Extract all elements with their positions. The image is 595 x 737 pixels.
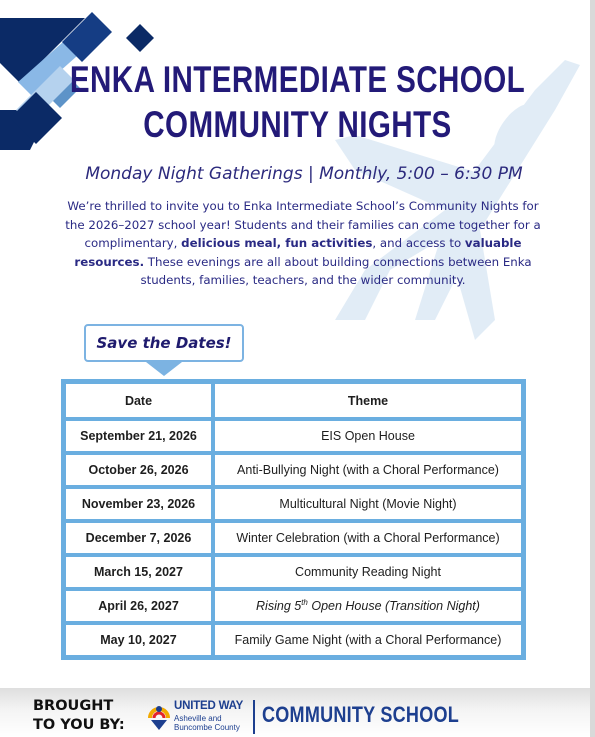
save-dates-pointer-icon <box>146 362 182 376</box>
title-line-1: ENKA INTERMEDIATE SCHOOL <box>69 59 526 100</box>
theme-pre: Rising 5 <box>256 599 302 614</box>
intro-text-2: , and access to <box>372 236 465 250</box>
row-theme: Family Game Night (with a Choral Performance) <box>213 623 523 657</box>
footer-divider <box>253 700 255 734</box>
table-row <box>64 555 523 589</box>
table-row <box>64 419 523 453</box>
theme-superscript: th <box>301 598 308 608</box>
row-date: September 21, 2026 <box>64 419 213 453</box>
brought-line-2: TO YOU BY: <box>33 717 125 733</box>
community-school-logo: COMMUNITY SCHOOL <box>262 702 460 727</box>
row-theme: Anti-Bullying Night (with a Choral Performance) <box>213 453 523 487</box>
intro-paragraph <box>58 197 548 290</box>
table-row <box>64 623 523 657</box>
intro-bold-2: valuable resources. <box>74 236 522 269</box>
header-theme: Theme <box>213 382 523 419</box>
row-theme: Community Reading Night <box>213 555 523 589</box>
header-date: Date <box>64 382 213 419</box>
table-row <box>64 589 523 623</box>
page-edge-shadow <box>590 0 595 737</box>
row-date: December 7, 2026 <box>64 521 213 555</box>
schedule-table <box>61 379 526 660</box>
brought-to-you-by <box>33 697 125 735</box>
united-way-subtitle <box>174 714 240 732</box>
table-header-row <box>64 382 523 419</box>
row-date: October 26, 2026 <box>64 453 213 487</box>
row-date: May 10, 2027 <box>64 623 213 657</box>
united-way-logo-icon <box>146 702 172 732</box>
row-theme: EIS Open House <box>213 419 523 453</box>
row-date: March 15, 2027 <box>64 555 213 589</box>
title-line-2: COMMUNITY NIGHTS <box>143 104 452 145</box>
table-row <box>64 453 523 487</box>
table-row <box>64 487 523 521</box>
intro-text-3: These evenings are all about building connections between Enka students, families, teachers, and the wider community. <box>140 254 532 287</box>
intro-bold-1: delicious meal, fun activities <box>181 236 373 250</box>
uw-sub-line-2: Buncombe County <box>174 723 240 732</box>
brought-line-1: BROUGHT <box>33 698 114 714</box>
row-date: April 26, 2027 <box>64 589 213 623</box>
theme-post: Open House (Transition Night) <box>307 599 480 614</box>
row-date: November 23, 2026 <box>64 487 213 521</box>
united-way-name: UNITED WAY <box>174 700 244 712</box>
uw-sub-line-1: Asheville and <box>174 714 222 723</box>
intro-text-1: We’re thrilled to invite you to Enka Intermediate School’s Community Nights for the 2026–2027 school year! Students and their families can come together for a complimentary, <box>65 199 541 250</box>
row-theme: Multicultural Night (Movie Night) <box>213 487 523 521</box>
save-the-dates-banner: Save the Dates! <box>84 324 244 362</box>
table-row <box>64 521 523 555</box>
row-theme <box>213 589 523 623</box>
subtitle: Monday Night Gatherings | Monthly, 5:00 – 6:30 PM <box>85 164 523 184</box>
row-theme: Winter Celebration (with a Choral Performance) <box>213 521 523 555</box>
